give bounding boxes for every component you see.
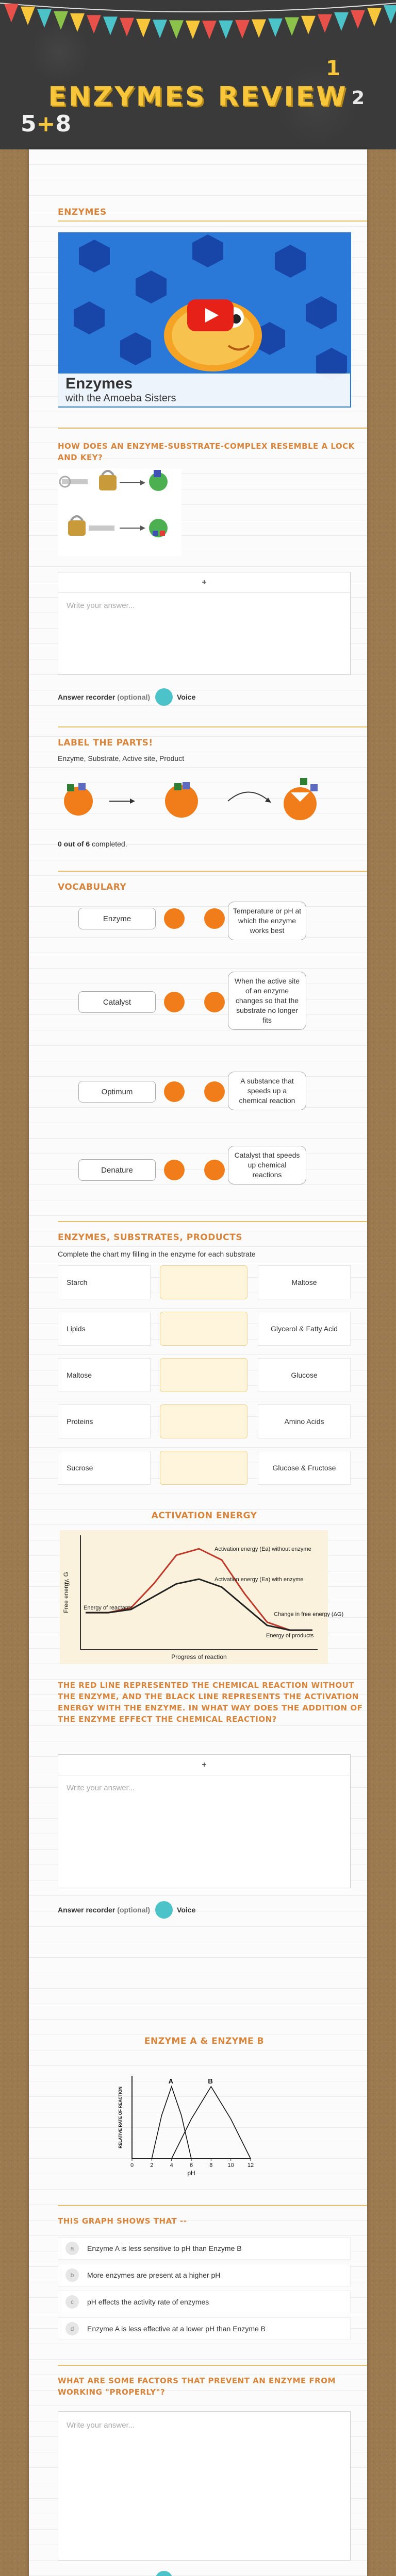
section-title: ENZYMES, SUBSTRATES, PRODUCTS	[58, 1232, 242, 1243]
record-voice-button[interactable]	[155, 1901, 173, 1919]
bunting-flag	[384, 5, 396, 24]
bunting-flag	[153, 20, 167, 38]
header-banner	[0, 0, 396, 149]
chalk-number-right-2: 2	[352, 88, 365, 109]
x-tick-label: 2	[150, 2162, 154, 2168]
section-title: WHAT ARE SOME FACTORS THAT PREVENT AN ENZYME FROM WORKING "PROPERLY"?	[58, 2376, 336, 2397]
mc-option[interactable]	[58, 2317, 351, 2340]
record-voice-button[interactable]	[155, 688, 173, 706]
enzyme-ab-chart	[106, 2066, 261, 2179]
mc-option[interactable]	[58, 2237, 351, 2260]
product-cell: Maltose	[258, 1265, 351, 1299]
option-text: pH effects the activity rate of enzymes	[87, 2298, 209, 2306]
bunting-flag	[219, 21, 233, 39]
substrate-cell: Maltose	[58, 1358, 151, 1392]
section-enzymes-substrates-products	[58, 1231, 367, 1259]
product-cell: Glycerol & Fatty Acid	[258, 1312, 351, 1346]
divider	[58, 2365, 367, 2366]
section-redline-question	[58, 1680, 367, 1725]
divider	[58, 726, 367, 727]
product-cell: Glucose & Fructose	[258, 1451, 351, 1485]
enzyme-drop-zone[interactable]	[160, 1451, 248, 1485]
bunting-flag	[37, 9, 52, 28]
section-graph-question	[58, 2215, 367, 2227]
section-enzymes	[58, 206, 367, 218]
x-tick-label: 0	[130, 2162, 134, 2168]
lock-and-key-diagram	[58, 469, 182, 556]
section-label-parts	[58, 737, 367, 764]
section-factors	[58, 2375, 367, 2398]
bunting-flag	[120, 18, 134, 37]
enzyme-drop-zone[interactable]	[160, 1265, 248, 1299]
match-handle[interactable]	[164, 908, 185, 929]
series-label: B	[208, 2077, 213, 2085]
match-handle[interactable]	[204, 1081, 225, 1102]
worksheet-paper	[29, 149, 367, 2576]
enzyme-drop-zone[interactable]	[160, 1358, 248, 1392]
section-enzyme-a-b	[58, 2035, 351, 2047]
bunting-flag	[186, 21, 200, 39]
enzyme-drop-zone[interactable]	[160, 1312, 248, 1346]
annotation-products: Energy of products	[266, 1633, 314, 1639]
annotation-delta-g: Change in free energy (ΔG)	[274, 1611, 344, 1618]
chalk-number-right-1: 1	[326, 57, 340, 80]
bunting-flag	[318, 14, 332, 33]
annotation-ea-without: Activation energy (Ea) without enzyme	[214, 1546, 311, 1553]
substrate-cell: Starch	[58, 1265, 151, 1299]
vocab-definition[interactable]: Catalyst that speeds up chemical reactions	[228, 1146, 306, 1184]
enzyme-drop-zone[interactable]	[160, 1404, 248, 1438]
divider	[58, 2205, 367, 2206]
chalk-numbers-left: 5+8	[21, 111, 72, 137]
answer-box[interactable]	[58, 572, 351, 675]
y-axis-label: RELATIVE RATE OF REACTION	[118, 2087, 123, 2148]
answer-toolbar[interactable]: +	[58, 572, 350, 593]
section-title: THE RED LINE REPRESENTED THE CHEMICAL REACTION WITHOUT THE ENZYME, AND THE BLACK LINE REPRESENTS THE ACTIVATION ENERGY WITH THE ENZYME. IN WHAT WAY DOES THE ADDITION OF THE ENZYME EFFECT THE CHEMICAL REACTION?	[58, 1681, 363, 1724]
section-vocabulary	[58, 881, 367, 893]
bunting-flag	[54, 11, 68, 30]
annotation-reactants: Energy of reactants	[84, 1605, 133, 1612]
x-axis-label: pH	[187, 2170, 195, 2177]
answer-placeholder: Write your answer...	[67, 601, 135, 610]
completion-suffix: completed.	[92, 840, 127, 848]
instructions: Complete the chart my filling in the enzyme for each substrate	[58, 1250, 256, 1258]
answer-recorder	[58, 1901, 195, 1919]
x-axis-label: Progress of reaction	[171, 1653, 227, 1660]
completion-count: 0 out of 6	[58, 840, 90, 848]
match-handle[interactable]	[164, 992, 185, 1012]
completion-status	[58, 840, 367, 848]
substrate-cell: Proteins	[58, 1404, 151, 1438]
mc-option[interactable]	[58, 2291, 351, 2313]
bunting-flag	[202, 21, 217, 39]
bunting-flag	[235, 20, 250, 39]
divider	[58, 1221, 367, 1222]
option-letter: c	[65, 2295, 79, 2309]
option-letter: b	[65, 2268, 79, 2282]
product-cell: Glucose	[258, 1358, 351, 1392]
option-text: More enzymes are present at a higher pH	[87, 2271, 221, 2279]
answer-box[interactable]	[58, 2411, 351, 2561]
bunting-decoration	[0, 0, 396, 46]
option-text: Enzyme A is less sensitive to pH than Enzyme B	[87, 2244, 242, 2252]
match-handle[interactable]	[204, 908, 225, 929]
answer-recorder	[58, 688, 195, 706]
option-letter: d	[65, 2322, 79, 2335]
section-title: ENZYME A & ENZYME B	[144, 2036, 265, 2046]
recorder-voice-label: Voice	[177, 1906, 196, 1914]
recorder-label: Answer recorder	[58, 693, 116, 701]
vocab-term[interactable]: Catalyst	[78, 991, 156, 1013]
section-title: VOCABULARY	[58, 882, 127, 892]
recorder-optional: (optional)	[117, 1906, 151, 1914]
option-letter: a	[65, 2242, 79, 2255]
section-activation-energy	[58, 1510, 351, 1522]
match-handle[interactable]	[164, 1081, 185, 1102]
divider	[58, 871, 367, 872]
bunting-flag	[268, 19, 283, 37]
section-lock-and-key	[58, 440, 367, 463]
answer-placeholder: Write your answer...	[67, 1784, 135, 1792]
bunting-flag	[103, 16, 118, 35]
bunting-flag	[169, 20, 184, 39]
series-line	[152, 2087, 191, 2159]
mc-option[interactable]	[58, 2264, 351, 2286]
activation-energy-chart	[60, 1530, 344, 1664]
video-player[interactable]	[58, 232, 351, 407]
word-bank: Enzyme, Substrate, Active site, Product	[58, 754, 185, 762]
video-caption	[58, 374, 350, 406]
page-title: ENZYMES REVIEW	[48, 81, 348, 112]
bunting-flag	[301, 16, 316, 35]
substrate-cell: Sucrose	[58, 1451, 151, 1485]
vocab-definition[interactable]: When the active site of an enzyme changes so that the substrate no longer fits	[228, 972, 306, 1030]
match-handle[interactable]	[204, 992, 225, 1012]
vocab-definition[interactable]: A substance that speeds up a chemical reaction	[228, 1072, 306, 1110]
x-tick-label: 8	[209, 2162, 213, 2168]
recorder-label: Answer recorder	[58, 1906, 116, 1914]
bunting-flag	[252, 20, 266, 38]
vocab-term[interactable]: Enzyme	[78, 908, 156, 929]
section-title: HOW DOES AN ENZYME-SUBSTRATE-COMPLEX RESEMBLE A LOCK AND KEY?	[58, 442, 355, 462]
bunting-flag	[136, 19, 151, 38]
answer-placeholder: Write your answer...	[67, 2421, 135, 2430]
bunting-flag	[351, 10, 365, 29]
recorder-optional: (optional)	[117, 693, 151, 701]
video-caption-title: Enzymes	[65, 375, 133, 392]
section-title: THIS GRAPH SHOWS THAT --	[58, 2216, 187, 2226]
answer-recorder	[58, 2571, 195, 2576]
x-tick-label: 10	[227, 2162, 234, 2168]
x-tick-label: 4	[170, 2162, 173, 2168]
vocab-definition[interactable]: Temperature or pH at which the enzyme works best	[228, 902, 306, 940]
bunting-flag	[21, 7, 35, 25]
y-axis-label: Free energy, G	[62, 1572, 70, 1613]
section-title: ACTIVATION ENERGY	[151, 1511, 257, 1521]
annotation-ea-with: Activation energy (Ea) with enzyme	[214, 1577, 304, 1583]
video-caption-subtitle: with the Amoeba Sisters	[65, 393, 176, 404]
x-tick-label: 6	[189, 2162, 193, 2168]
product-cell: Amino Acids	[258, 1404, 351, 1438]
bunting-flag	[87, 15, 101, 33]
section-title: LABEL THE PARTS!	[58, 738, 153, 748]
section-title: ENZYMES	[58, 207, 107, 217]
substrate-cell: Lipids	[58, 1312, 151, 1346]
divider	[58, 428, 367, 429]
series-label: A	[168, 2077, 174, 2085]
record-voice-button[interactable]	[155, 2571, 173, 2576]
vocab-term[interactable]: Denature	[78, 1159, 156, 1181]
x-tick-label: 12	[247, 2162, 254, 2168]
recorder-voice-label: Voice	[177, 693, 196, 701]
bunting-flag	[70, 13, 85, 32]
vocab-term[interactable]: Optimum	[78, 1081, 156, 1103]
match-handle[interactable]	[164, 1160, 185, 1180]
answer-box[interactable]	[58, 1754, 351, 1888]
bunting-flag	[334, 12, 349, 31]
enzyme-reaction-diagram	[58, 773, 346, 829]
divider	[58, 221, 367, 222]
option-text: Enzyme A is less effective at a lower pH than Enzyme B	[87, 2325, 266, 2333]
bunting-flag	[4, 4, 19, 22]
match-handle[interactable]	[204, 1160, 225, 1180]
answer-toolbar[interactable]: +	[58, 1755, 350, 1775]
bunting-flag	[367, 8, 382, 26]
play-button[interactable]	[187, 299, 234, 331]
bunting-flag	[285, 17, 299, 36]
